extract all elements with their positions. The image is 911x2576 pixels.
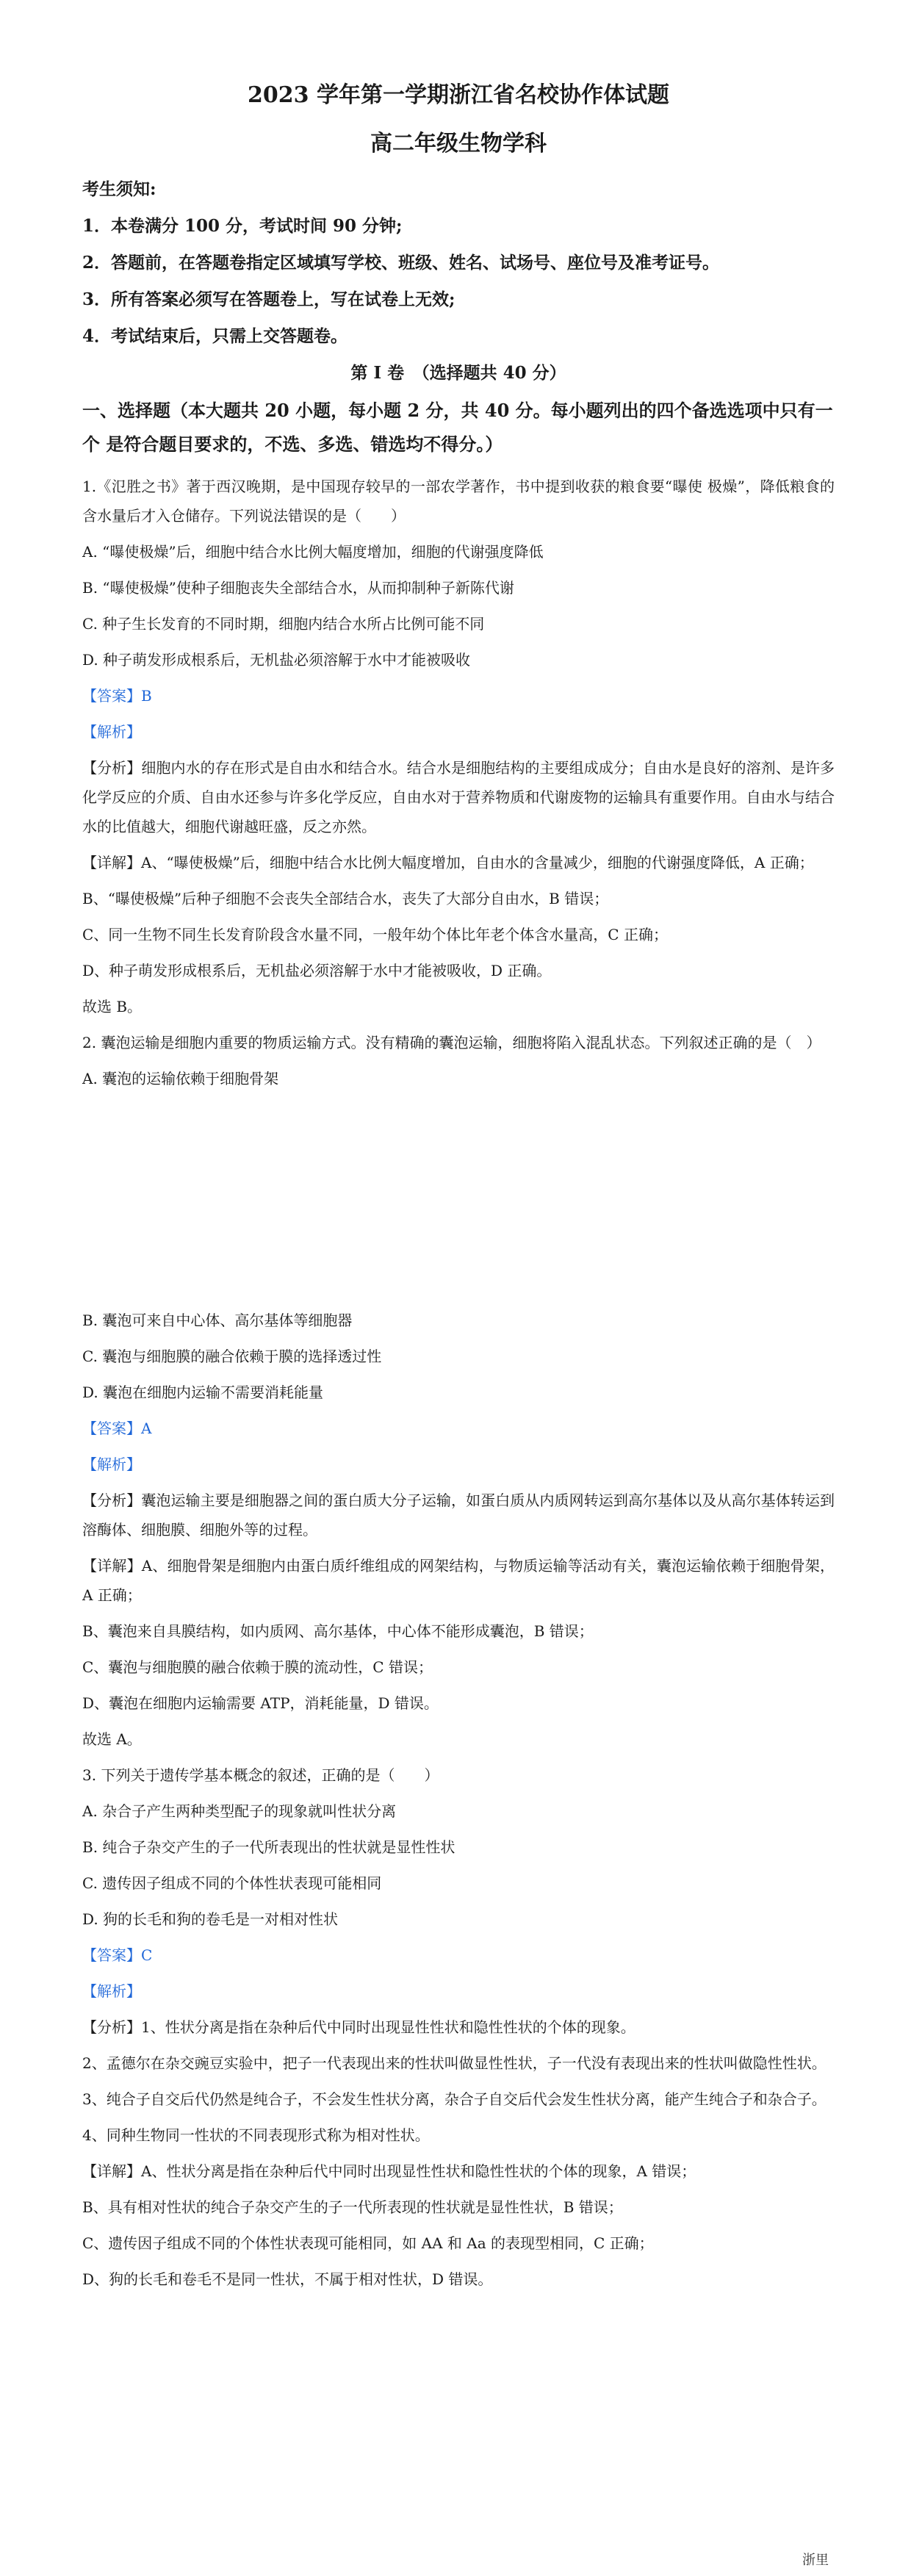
question-3-analysis-3: 3、纯合子自交后代仍然是纯合子，不会发生性状分离，杂合子自交后代会发生性状分离，能产生纯合子和杂合子。 bbox=[82, 2090, 827, 2108]
question-2-stem: 2. 囊泡运输是细胞内重要的物质运输方式。没有精确的囊泡运输，细胞将陷入混乱状态。下列叙述正确的是（ ） bbox=[82, 1034, 821, 1051]
question-2-analysis-label: 【解析】 bbox=[82, 1456, 141, 1473]
question-3-detail-b: B、具有相对性状的纯合子杂交产生的子一代所表现的性状就是显性性状，B 错误； bbox=[82, 2198, 623, 2216]
question-3-option-b: B. 纯合子杂交产生的子一代所表现出的性状就是显性性状 bbox=[82, 1838, 455, 1856]
question-3-option-a: A. 杂合子产生两种类型配子的现象就叫性状分离 bbox=[82, 1802, 397, 1820]
question-1-option-b: B. “曝使极燥”使种子细胞丧失全部结合水，从而抑制种子新陈代谢 bbox=[82, 579, 514, 597]
exam-title: 2023 学年第一学期浙江省名校协作体试题 bbox=[248, 82, 669, 108]
question-3-stem: 3. 下列关于遗传学基本概念的叙述，正确的是（ ） bbox=[82, 1766, 439, 1784]
exam-subtitle: 高二年级生物学科 bbox=[370, 131, 547, 156]
question-1-stem: 1.《氾胜之书》著于西汉晚期，是中国现存较早的一部农学著作，书中提到收获的粮食要“曝使 极燥”，降低粮食的含水量后才入仓储存。下列说法错误的是（ ） bbox=[82, 478, 835, 525]
notice-item-3: 3．所有答案必须写在答题卷上，写在试卷上无效; bbox=[82, 289, 455, 309]
question-1-analysis: 【分析】细胞内水的存在形式是自由水和结合水。结合水是细胞结构的主要组成成分；自由水是良好的溶剂、是许多化学反应的介质、自由水还参与许多化学反应，自由水对于营养物质和代谢废物的运输具有重要作用。自由水与结合水的比值越大，细胞代谢越旺盛，反之亦然。 bbox=[82, 759, 835, 835]
question-2-conclusion: 故选 A。 bbox=[82, 1730, 142, 1748]
question-3-analysis-label: 【解析】 bbox=[82, 1982, 141, 2000]
section-title: 第 I 卷 （选择题共 40 分） bbox=[350, 363, 566, 383]
question-2-answer: 【答案】A bbox=[82, 1420, 152, 1437]
notice-heading: 考生须知: bbox=[82, 179, 156, 199]
page-content bbox=[82, 79, 835, 2300]
notice-item-2: 2．答题前，在答题卷指定区域填写学校、班级、姓名、试场号、座位号及准考证号。 bbox=[82, 253, 720, 273]
question-3-option-c: C. 遗传因子组成不同的个体性状表现可能相同 bbox=[82, 1874, 382, 1892]
question-1-detail-c: C、同一生物不同生长发育阶段含水量不同，一般年幼个体比年老个体含水量高，C 正确； bbox=[82, 926, 668, 943]
question-1-option-c: C. 种子生长发育的不同时期，细胞内结合水所占比例可能不同 bbox=[82, 615, 485, 633]
question-2-option-a: A. 囊泡的运输依赖于细胞骨架 bbox=[82, 1070, 279, 1087]
question-3-analysis-1: 【分析】1、性状分离是指在杂种后代中同时出现显性性状和隐性性状的个体的现象。 bbox=[82, 2018, 635, 2036]
blank-figure-area bbox=[82, 1100, 835, 1306]
notice-item-4: 4．考试结束后，只需上交答题卷。 bbox=[82, 326, 348, 346]
part-heading: 一、选择题（本大题共 20 小题，每小题 2 分，共 40 分。每小题列出的四个备选选项中只有一个 是符合题目要求的，不选、多选、错选均不得分。） bbox=[82, 400, 833, 455]
question-3-analysis-4: 4、同种生物同一性状的不同表现形式称为相对性状。 bbox=[82, 2126, 430, 2144]
question-1-detail-d: D、种子萌发形成根系后，无机盐必须溶解于水中才能被吸收，D 正确。 bbox=[82, 962, 552, 979]
question-1-analysis-label: 【解析】 bbox=[82, 723, 141, 741]
question-3-analysis-2: 2、孟德尔在杂交豌豆实验中，把子一代表现出来的性状叫做显性性状，子一代没有表现出来的性状叫做隐性性状。 bbox=[82, 2054, 827, 2072]
question-1-detail-b: B、“曝使极燥”后种子细胞不会丧失全部结合水，丧失了大部分自由水，B 错误； bbox=[82, 890, 609, 907]
question-1-conclusion: 故选 B。 bbox=[82, 998, 143, 1015]
question-3-detail-a: 【详解】A、性状分离是指在杂种后代中同时出现显性性状和隐性性状的个体的现象，A 错误； bbox=[82, 2162, 696, 2180]
question-2-option-d: D. 囊泡在细胞内运输不需要消耗能量 bbox=[82, 1384, 324, 1401]
notice-item-1: 1．本卷满分 100 分，考试时间 90 分钟; bbox=[82, 216, 403, 236]
question-1-option-d: D. 种子萌发形成根系后，无机盐必须溶解于水中才能被吸收 bbox=[82, 651, 471, 669]
question-2-detail-c: C、囊泡与细胞膜的融合依赖于膜的流动性，C 错误； bbox=[82, 1658, 433, 1676]
question-2-detail-a: 【详解】A、细胞骨架是细胞内由蛋白质纤维组成的网架结构，与物质运输等活动有关，囊泡运输依赖于细胞骨架，A 正确； bbox=[82, 1557, 835, 1604]
question-1-detail-a: 【详解】A、“曝使极燥”后，细胞中结合水比例大幅度增加，自由水的含量减少，细胞的代谢强度降低，A 正确； bbox=[82, 854, 814, 871]
question-3-detail-c: C、遗传因子组成不同的个体性状表现可能相同，如 AA 和 Aa 的表现型相同，C 正确； bbox=[82, 2234, 654, 2252]
question-2-option-b: B. 囊泡可来自中心体、高尔基体等细胞器 bbox=[82, 1312, 353, 1329]
question-2-detail-d: D、囊泡在细胞内运输需要 ATP，消耗能量，D 错误。 bbox=[82, 1694, 439, 1712]
question-1-option-a: A. “曝使极燥”后，细胞中结合水比例大幅度增加，细胞的代谢强度降低 bbox=[82, 543, 544, 561]
question-2-detail-b: B、囊泡来自具膜结构，如内质网、高尔基体，中心体不能形成囊泡，B 错误； bbox=[82, 1622, 594, 1640]
question-2-option-c: C. 囊泡与细胞膜的融合依赖于膜的选择透过性 bbox=[82, 1348, 382, 1365]
page-footer: 浙里 bbox=[802, 2552, 829, 2568]
question-1-answer: 【答案】B bbox=[82, 687, 152, 705]
question-3-answer: 【答案】C bbox=[82, 1946, 153, 1964]
question-2-analysis: 【分析】囊泡运输主要是细胞器之间的蛋白质大分子运输，如蛋白质从内质网转运到高尔基体以及从高尔基体转运到溶酶体、细胞膜、细胞外等的过程。 bbox=[82, 1492, 835, 1539]
question-3-detail-d: D、狗的长毛和卷毛不是同一性状，不属于相对性状，D 错误。 bbox=[82, 2270, 493, 2288]
question-3-option-d: D. 狗的长毛和狗的卷毛是一对相对性状 bbox=[82, 1910, 339, 1928]
